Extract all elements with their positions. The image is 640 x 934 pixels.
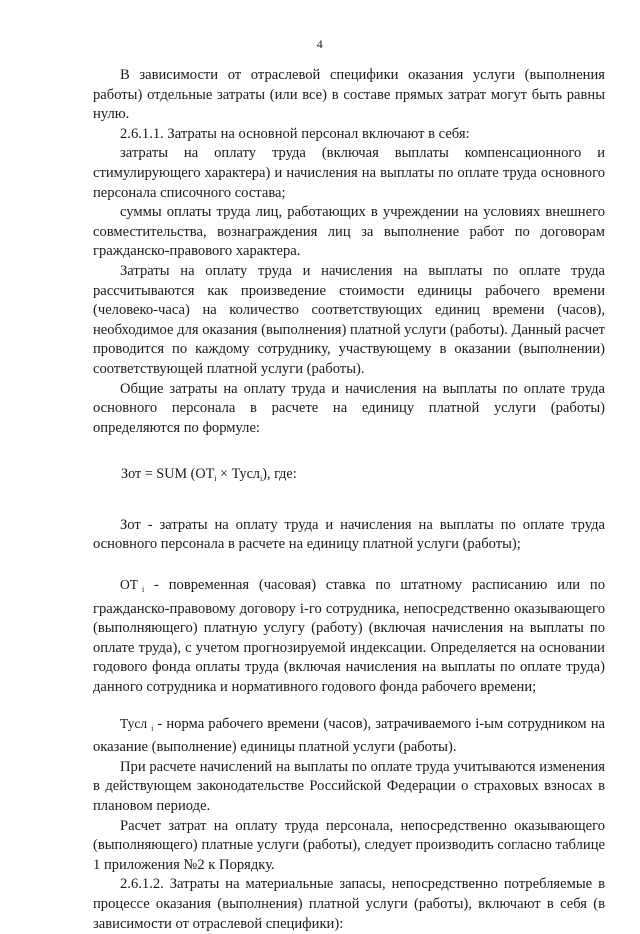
definition-tusl-symbol: Тусл [120, 715, 148, 731]
paragraph-insurance: При расчете начислений на выплаты по оплате труда учитываются изменения в действующем законодательстве Российской Федерации о страховых взносах в плановом периоде. [93, 758, 605, 814]
paragraph-zero-costs: В зависимости от отраслевой специфики оказания услуги (выполнения работы) отдельные затраты (или все) в составе прямых затрат могут быть равны нулю. [93, 67, 605, 123]
formula-sub-2: i [260, 474, 263, 484]
formula-rhs: ), где: [262, 466, 297, 483]
paragraph-formula-intro: Общие затраты на оплату труда и начисления на выплаты по оплате труда основного персонала в расчете на единицу платной услуги (работы) определяются по формуле: [93, 380, 605, 436]
definition-ot [93, 575, 605, 698]
definition-ot-symbol: ОТ [120, 577, 138, 593]
formula-mid: × Тусл [216, 466, 261, 483]
definition-ot-text: - повременная (часовая) ставка по штатному расписанию или по гражданско-правовому договору i-го сотрудника, непосредственно оказывающего (выполняющего) платную услугу (работу) (включая начисления на выплаты по оплате труда), с учетом прогнозируемой индексации. Определяется на основании годового фонда оплаты труда (включая начисления на выплаты по оплате труда) данного сотрудника и нормативного годового фонда рабочего времени; [93, 577, 605, 696]
section-heading-2-6-1-2: 2.6.1.2. Затраты на материальные запасы, непосредственно потребляемые в процессе оказания (выполнения) платной услуги (работы), включают в себя (в зависимости от отраслевой специфики): [93, 876, 605, 932]
definition-tusl-sub: i [151, 723, 154, 733]
formula-zot [93, 465, 605, 489]
document-body [93, 66, 605, 934]
definition-zot: Зот - затраты на оплату труда и начисления на выплаты по оплате труда основного персонала в расчете на единицу платной услуги (работы); [93, 516, 605, 553]
formula-lhs: Зот = SUM (ОТ [121, 466, 215, 483]
paragraph-external-contracts: суммы оплаты труда лиц, работающих в учреждении на условиях внешнего совместительства, вознаграждения лиц за выполнение работ по договорам гражданско-правового характера. [93, 204, 605, 260]
page-number: 4 [316, 37, 324, 51]
paragraph-calculation-method: Затраты на оплату труда и начисления на выплаты по оплате труда рассчитываются как произведение стоимости единицы рабочего времени (человеко-часа) на количество соответствующих единиц времени (часов), необходимое для оказания (выполнения) платной услуги (работы). Данный расчет проводится по каждому сотруднику, участвующему в оказании (выполнении) соответствующей платной услуги (работы). [93, 262, 605, 377]
paragraph-table-reference: Расчет затрат на оплату труда персонала, непосредственно оказывающего (выполняющего) платные услуги (работы), следует производить согласно таблице 1 приложения №2 к Порядку. [93, 817, 605, 873]
definition-tusl-text: - норма рабочего времени (часов), затрачиваемого i-ым сотрудником на оказание (выполнение) единицы платной услуги (работы). [93, 715, 605, 756]
section-heading-2-6-1-1: 2.6.1.1. Затраты на основной персонал включают в себя: [120, 125, 470, 142]
definition-ot-sub: i [142, 585, 145, 595]
definition-tusl [93, 714, 605, 758]
paragraph-payroll-costs: затраты на оплату труда (включая выплаты компенсационного и стимулирующего характера) и начисления на выплаты по оплате труда основного персонала списочного состава; [93, 145, 605, 201]
formula-sub-1: i [214, 474, 217, 484]
